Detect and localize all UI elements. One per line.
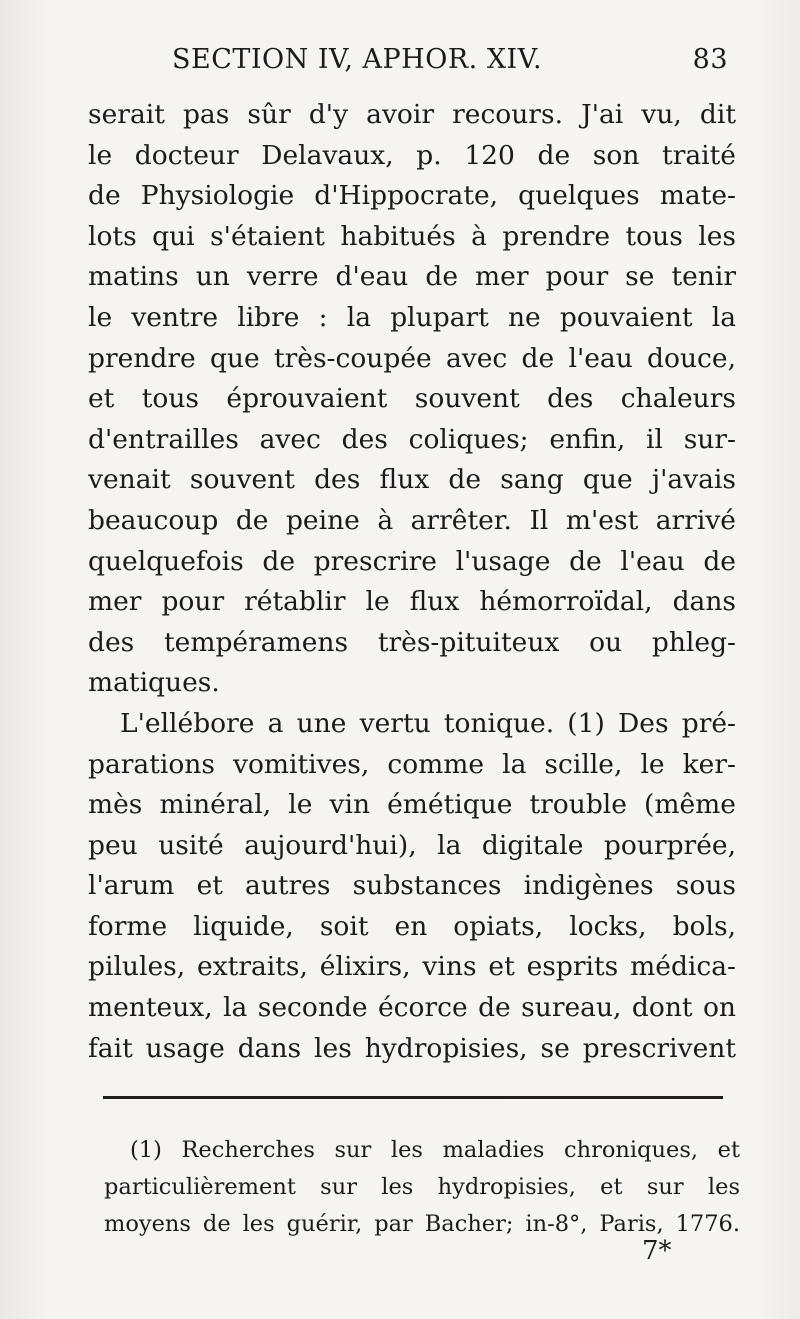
page-header: [90, 40, 740, 80]
text-line: lots qui s'étaient habitués à prendre tous les: [88, 220, 736, 252]
signature-mark: 7*: [642, 1236, 672, 1266]
text-line: parations vomitives, comme la scille, le ker-: [88, 748, 736, 780]
text-line: de Physiologie d'Hippocrate, quelques mate-: [88, 180, 736, 212]
footnote-line: moyens de les guérir, par Bacher; in-8°, Paris, 1776.: [104, 1211, 740, 1237]
text-line: fait usage dans les hydropisies, se prescrivent: [88, 1032, 736, 1064]
paragraph-start-line: L'ellébore a une vertu tonique. (1) Des pré-: [120, 707, 736, 739]
footnote-line: particulièrement sur les hydropisies, et sur les: [104, 1174, 740, 1200]
text-line: beaucoup de peine à arrêter. Il m'est arrivé: [88, 504, 736, 536]
running-head: SECTION IV, APHOR. XIV.: [172, 44, 543, 75]
footnote: [104, 1132, 740, 1243]
text-line: le ventre libre : la plupart ne pouvaient la: [88, 301, 736, 333]
text-line: d'entrailles avec des coliques; enfin, il sur-: [88, 423, 736, 455]
page-number: 83: [692, 44, 728, 75]
footnote-rule: [103, 1096, 723, 1099]
text-line: quelquefois de prescrire l'usage de l'eau de: [88, 545, 736, 577]
text-line: forme liquide, soit en opiats, locks, bols,: [88, 910, 736, 942]
text-line: prendre que très-coupée avec de l'eau douce,: [88, 342, 736, 374]
text-line: l'arum et autres substances indigènes sous: [88, 870, 736, 902]
text-line: des tempéramens très-pituiteux ou phleg-: [88, 626, 736, 658]
main-text: [88, 95, 736, 1069]
footnote-line: (1) Recherches sur les maladies chroniques, et: [130, 1137, 740, 1163]
text-line: pilules, extraits, élixirs, vins et esprits médica-: [88, 951, 736, 983]
text-line: matiques.: [88, 667, 220, 699]
text-line: le docteur Delavaux, p. 120 de son traité: [88, 139, 736, 171]
text-line: et tous éprouvaient souvent des chaleurs: [88, 383, 736, 415]
text-line: matins un verre d'eau de mer pour se tenir: [88, 261, 736, 293]
text-line: venait souvent des flux de sang que j'avais: [88, 464, 736, 496]
text-line: peu usité aujourd'hui), la digitale pourprée,: [88, 829, 736, 861]
text-line: mer pour rétablir le flux hémorroïdal, dans: [88, 586, 736, 618]
text-line: serait pas sûr d'y avoir recours. J'ai vu, dit: [88, 99, 736, 130]
text-line: menteux, la seconde écorce de sureau, dont on: [88, 992, 736, 1024]
text-line: mès minéral, le vin émétique trouble (même: [88, 789, 736, 821]
